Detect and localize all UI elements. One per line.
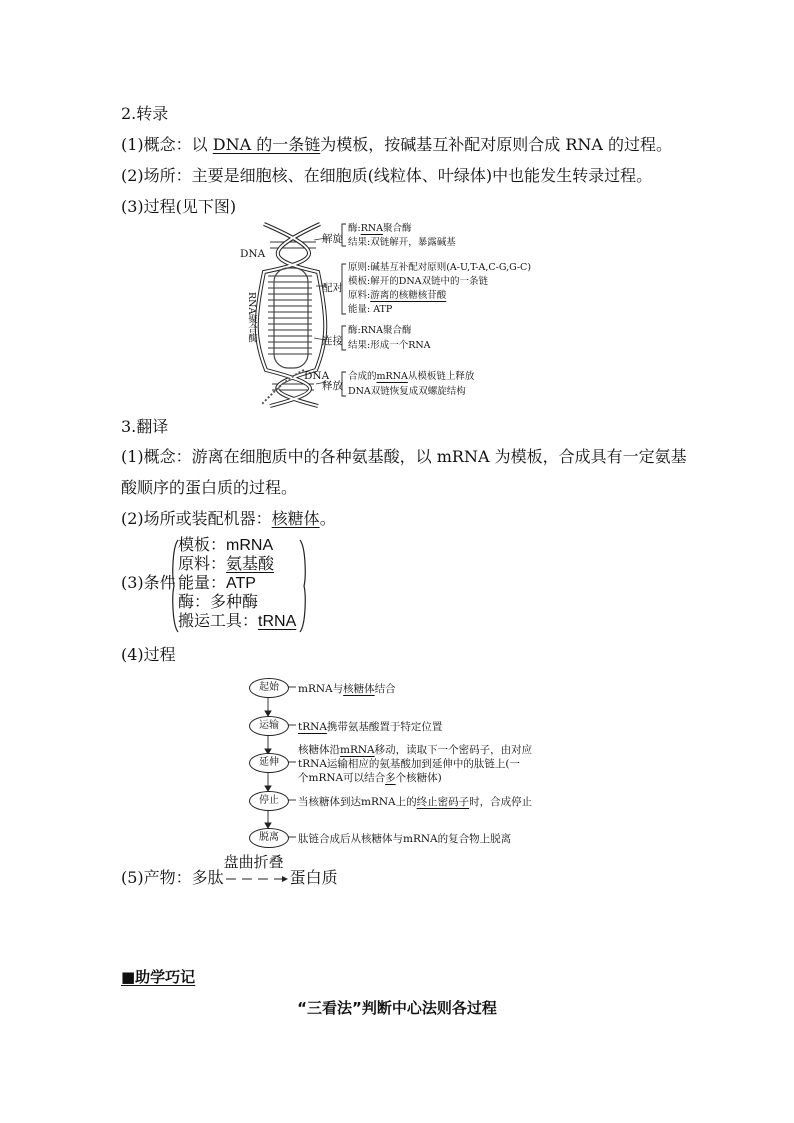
- stage-detail: 结果:双链解开，暴露碱基: [348, 237, 456, 248]
- translation-flowchart: [248, 676, 578, 848]
- flow-stage-start: 起始: [249, 678, 289, 698]
- stage-detail: DNA双链恢复成双螺旋结构: [348, 386, 466, 397]
- conditions-label: (3)条件: [121, 573, 176, 592]
- rna-polymerase-label: RNA聚合酶: [246, 292, 257, 343]
- transcription-concept: (1)概念：以 DNA 的一条链为模板，按碱基互补配对原则合成 RNA 的过程。: [121, 135, 673, 154]
- section-heading-translation: 3.翻译: [121, 417, 169, 436]
- flow-stage-release: 脱离: [249, 828, 289, 848]
- stage-release: 释放: [322, 380, 343, 392]
- stage-unwind: 解旋: [322, 233, 343, 245]
- stage-detail: 模板:解开的DNA双链中的一条链: [348, 276, 488, 287]
- translation-site: (2)场所或装配机器：核糖体。: [121, 509, 336, 528]
- transcription-place: (2)场所：主要是细胞核、在细胞质(线粒体、叶绿体)中也能发生转录过程。: [121, 166, 653, 185]
- memory-aid-title: “三看法”判断中心法则各过程: [297, 999, 497, 1017]
- translation-product: (5)产物：多肽 盘曲折叠 蛋白质: [121, 854, 338, 887]
- transcription-process-label: (3)过程(见下图): [121, 197, 237, 216]
- stage-detail: 酶:RNA聚合酶: [348, 325, 412, 336]
- stage-linking: 连接: [322, 335, 343, 347]
- flow-desc-elongation: 核糖体沿mRNA移动，读取下一个密码子，由对应 tRNA运输相应的氨基酸加到延伸中的肽链上(一 个mRNA可以结合多个核糖体): [298, 744, 533, 784]
- stage-detail: 原则:碱基互补配对原则(A-U,T-A,C-G,G-C): [348, 262, 532, 273]
- condition-template: 模板：mRNA: [178, 537, 274, 554]
- condition-material: 原料：氨基酸: [178, 556, 275, 573]
- product-arrow: 盘曲折叠: [224, 868, 290, 888]
- flow-desc-stop: 当核糖体到达mRNA上的终止密码子时，合成停止: [298, 796, 533, 808]
- memory-aid-heading: ■助学巧记: [121, 968, 196, 986]
- flow-desc-release: 肽链合成后从核糖体与mRNA的复合物上脱离: [298, 833, 512, 845]
- condition-energy: 能量：ATP: [178, 575, 256, 592]
- stage-detail: 能量: ATP: [348, 304, 393, 315]
- dna-label-bottom: DNA: [304, 370, 330, 382]
- stage-detail: 结果:形成一个RNA: [348, 340, 431, 351]
- dna-label-top: DNA: [240, 248, 266, 260]
- condition-enzyme: 酶：多种酶: [178, 594, 259, 611]
- stage-detail: 酶:RNA聚合酶: [348, 223, 412, 234]
- flow-stage-elongation: 延伸: [249, 753, 289, 773]
- translation-process-label: (4)过程: [121, 645, 176, 664]
- transcription-diagram: [234, 220, 564, 408]
- flow-desc-transport: tRNA携带氨基酸置于特定位置: [298, 721, 443, 733]
- condition-carrier: 搬运工具：tRNA: [178, 613, 297, 630]
- stage-detail: 原料:游离的核糖核苷酸: [348, 290, 447, 301]
- translation-concept-line1: (1)概念：游离在细胞质中的各种氨基酸，以 mRNA 为模板，合成具有一定氨基: [121, 447, 687, 466]
- translation-concept-line2: 酸顺序的蛋白质的过程。: [121, 478, 298, 497]
- stage-pairing: 配对: [322, 282, 343, 294]
- stage-detail: 合成的mRNA从模板链上释放: [348, 371, 475, 382]
- section-heading-transcription: 2.转录: [121, 104, 169, 123]
- flow-stage-stop: 停止: [249, 791, 289, 811]
- flow-desc-start: mRNA与核糖体结合: [298, 683, 396, 695]
- flow-stage-transport: 运输: [249, 716, 289, 736]
